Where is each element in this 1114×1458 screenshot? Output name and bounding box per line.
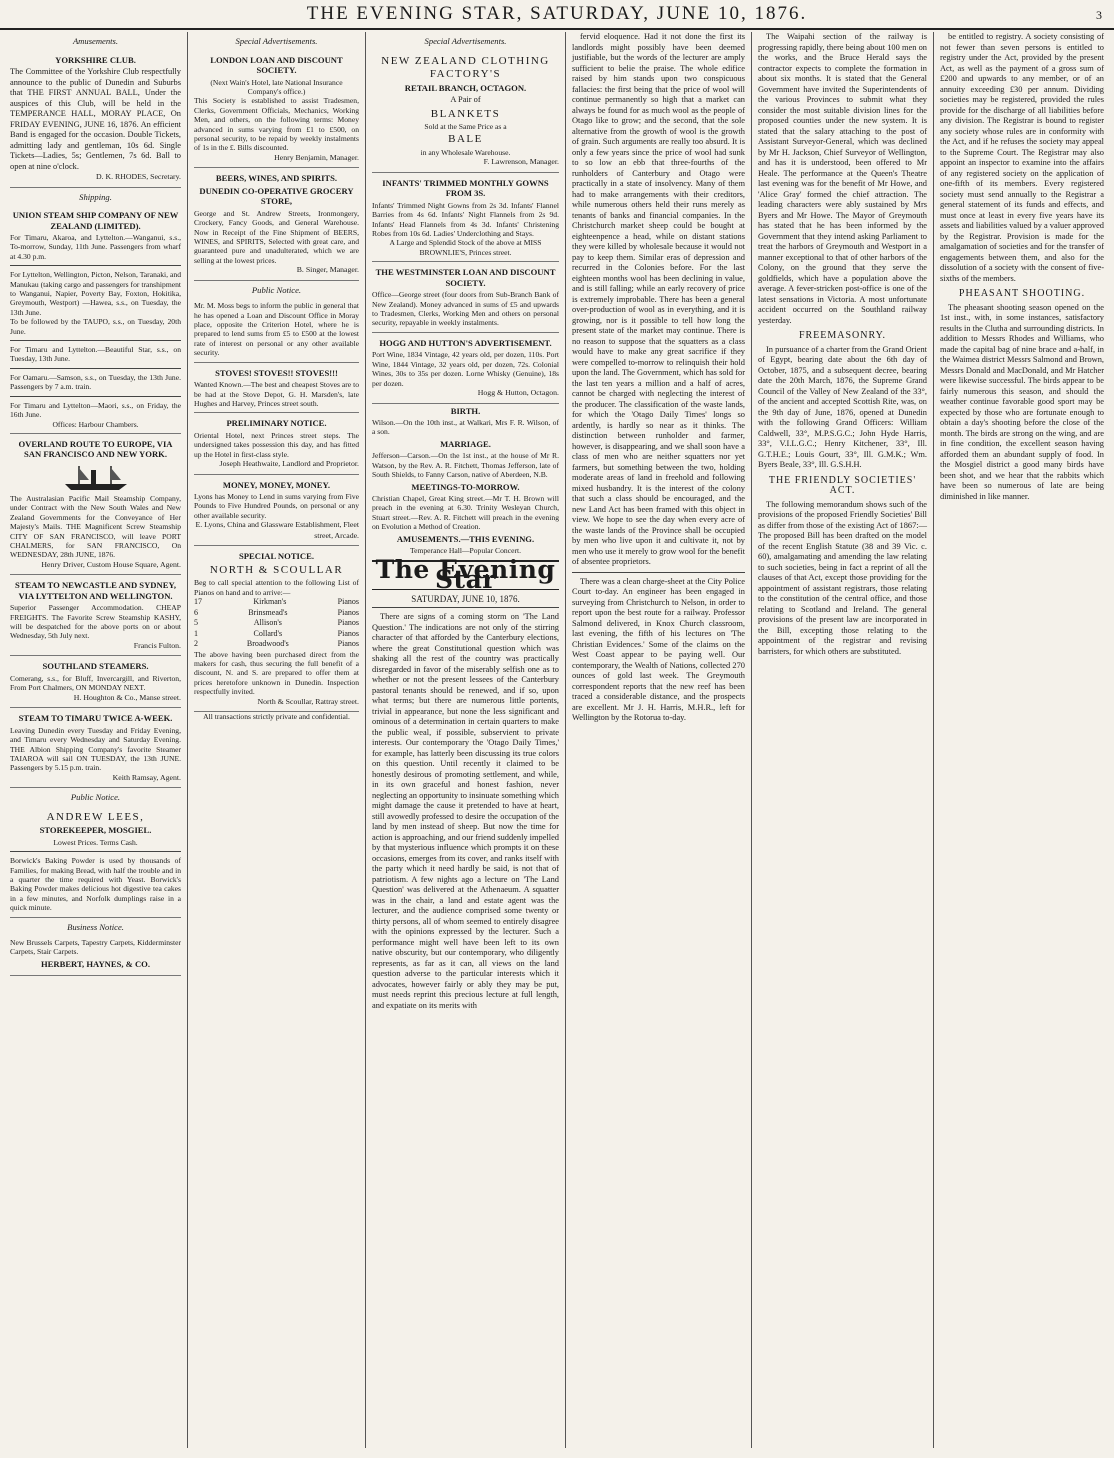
ad-subtitle: RETAIL BRANCH, OCTAGON. [404,82,527,93]
ad-signature: H. Houghton & Co., Manse street. [73,692,181,702]
ad-stoves [194,363,359,414]
ad-signature: HERBERT, HAYNES, & CO. [40,958,151,969]
ad-title: INFANTS' TRIMMED MONTHLY GOWNS FROM 3S. [382,177,549,199]
ad-title: STEAM TO TIMARU TWICE A-WEEK. [18,713,173,724]
freemasonry-heading: FREEMASONRY. [798,330,887,341]
ad-title: OVERLAND ROUTE TO EUROPE, VIA SAN FRANCISCO AND NEW YORK. [18,438,173,460]
ad-southland-steamers [10,656,181,708]
section-heading-special: Special Advertisements. [235,36,318,46]
ad-body: Oriental Hotel, next Princes street steps. The undersigned takes possession this day, and has fitted up the Hotel in first-class style. [194,430,359,459]
ad-westminster-loan [372,262,559,333]
ad-body: Infants' Trimmed Night Gowns from 2s 3d. Infants' Flannel Barries from 4s 6d. Infants' Night Flannels from 2s 9d. Infants' Head Flannels from 4s 3d. Infants' Christening Robes from 10s 6d. Ladies' Underclothing and Stays. [372,200,559,239]
ad-title: BEERS, WINES, AND SPIRITS. [215,173,338,184]
ad-steam-to-timaru [10,708,181,788]
ad-title: SPECIAL NOTICE. [239,551,314,562]
ad-line: BALE [448,133,483,146]
editorial-text: There are signs of a coming storm on 'The Land Question.' The indications are not only of the stirring character of that afforded by the Canterbury elections, where the great Constitutional question which was shaking all the rest of the country was practically disregarded in favor of the miserably selfish one as to whether or not the present lessees of the Canterbury pastoral tenants should be renewed, and if so, upon what terms; but there are numerous little portents, trivial in appearance, but none the less significant and ominous of a determination in certain quarters to make the public weal, if possible, subservient to private interests. Our contemporary the 'Otago Daily Times,' for example, has latterly been discussing its true colors on this question. Until recently it claimed to be honestly desirous of promoting settlement, and while, in its own graceful and honest fashion, never neglecting an opportunity to insinuate something which might damage the cause it pretended to have at heart, still avowedly professed to desire the occupation of the land by men instead of sheep. But now the time for action is approaching, and our friend suddenly impelled by that mysterious influence which prompts it on these occasions, emerges from its cover, and ranks itself with the party which it need hardly be said, is not that of patriotism. A few nights ago a lecture on 'The Land Question' was delivered at the Athenaeum. A squatter was in the chair, a land and estate agent was the lecturer, and the audience comprised some twenty or thirty persons, all of whom seemed to entirely disagree with the opinions expressed by the lecturer. Such a performance might well have been left to its own native obscurity, but our contemporary, who diligently represents, as far as it can, all views on the land question adverse to the particular interests which it advocates, however fairly or ably they may be put, must needs reprint this precious lecture at full length, and expatiate on its merits with [372,612,559,1010]
ad-offices: Offices: Harbour Chambers. [52,419,139,429]
section-heading-shipping: Shipping. [79,191,112,202]
column-3 [366,32,566,1448]
amusements-notice: Temperance Hall—Popular Concert. [409,546,521,556]
ad-body: Lyons has Money to Lend in sums varying from Five Pounds to Five Hundred Pounds, on personal or any other available security. [194,492,359,520]
ad-private-note: All transactions strictly private and confidential. [203,712,350,722]
ad-body: This Society is established to assist Tradesmen, Clerks, Government Officials, Mechanics, Working Men, and others, on the following terms: Money advanced in sums varying from £1 to £500, on personal security, to be repaid by weekly instalments of 1s in the £. Bills discounted. [194,96,359,153]
ad-line: BLANKETS [430,107,501,120]
section-heading-public-notice: Public Notice. [70,792,121,803]
ad-signature: Joseph Heathwaite, Landlord and Proprietor. [219,459,359,469]
ad-carpets [10,935,181,976]
ad-hogg-hutton [372,333,559,404]
piano-row: 5 Allison's Pianos [194,618,359,628]
ad-signature: Henry Driver, Custom House Square, Agent. [41,559,181,569]
ad-title: UNION STEAM SHIP COMPANY OF NEW ZEALAND (LIMITED). [12,210,179,231]
ad-body: Mr. M. Moss begs to inform the public in general that he has opened a Loan and Discount Office in Moray place, opposite the Criterion Hotel, where he is prepared to lend sums from £5 to £500 at the lowest rate of interest on personal or any other available security. [194,301,359,358]
ad-body: Wanted Known.—The best and cheapest Stoves are to be had at the Stove Depot, G. H. Marsden's, late Hughes and Harvey, Princes street south. [194,380,359,408]
ad-signature: F. Lawrenson, Manager. [483,157,559,167]
ad-body: Port Wine, 1834 Vintage, 42 years old, per dozen, 110s. Port Wine, 1844 Vintage, 32 years old, per dozen, 72s. Colonial Wines, 30s to 35s per dozen. Lorne Whisky (Genuine), 18s per dozen. [372,350,559,388]
ad-title: HOGG AND HUTTON'S ADVERTISEMENT. [379,337,552,348]
ad-title: MONEY, MONEY, MONEY. [222,479,331,490]
ad-money [194,475,359,547]
ad-title: THE WESTMINSTER LOAN AND DISCOUNT SOCIETY. [375,267,556,288]
friendly-societies-heading: THE FRIENDLY SOCIETIES' ACT. [768,474,917,496]
ad-borwick: Borwick's Baking Powder is used by thousands of Families, for making Bread, with half the trouble and in a quarter the time required with Yeast. Borwick's Baking Powder makes delicious hot digestive tea cakes in a few minutes, and Norfolk dumplings raise in a quick minute. [10,856,181,913]
ad-subtitle: DUNEDIN CO-OPERATIVE GROCERY STORE, [199,185,354,207]
section-heading-business-notice: Business Notice. [67,921,124,932]
ad-yorkshire-club [10,50,181,188]
article-text: In pursuance of a charter from the Grand Orient of Egypt, bearing date about the 6th day of October, 1875, and a subsequent decree, bearing date the 20th March, 1876, the Supreme Grand Council of the Valley of New Zealand of the 33°, of the ancient and accepted Scottish Rite, was, on the 9th day of June, 1876, opened at Dunedin with the following Grand Officers: William Caldwell, 33°, M.P.S.G.C.; John Hyde Harris, 33°, V.I.L.G.C.; Henry Kitchener, 33°, Ill. G.T.H.E.; Louis Gourt, 33°, Ill. G.M.K.; Wm. Byers Beale, 33°, Ill. G.S.H.H. [758,344,927,469]
steamship-icon [61,462,131,492]
ad-firm-name: NORTH & SCOULLAR [209,563,344,576]
piano-row: 1 Collard's Pianos [194,628,359,638]
ad-taupo: To be followed by the TAUPO, s.s., on Tuesday, 20th June. [10,317,181,336]
ad-overland-route [10,434,181,575]
column-6 [934,32,1110,1448]
section-heading-amusements: Amusements. [72,36,119,46]
editorial-article [372,612,559,1011]
birth-heading: BIRTH. [450,405,481,416]
ad-body: The Australasian Pacific Mail Steamship Company, under Contract with the New South Wales and New Zealand Governments for the Conveyance of Her Majesty's Mails. THE Magnificent Screw Steamship CITY OF SAN FRANCISCO, will leave PORT CHALMERS, for SAN FRANCISCO, On WEDNESDAY, 28th JUNE, 1876. [10,493,181,560]
meetings-notice: Christian Chapel, Great King street.—Mr T. H. Brown will preach in the evening at 6.30. Trinity Wesleyan Church, Stuart street.—Rev. A. R. Fitchett will preach in the evening on Evolution a Method of Creation. [372,494,559,532]
ad-body: Comerang, s.s., for Bluff, Invercargill, and Riverton, From Port Chalmers, ON MONDAY NEXT. [10,673,181,693]
meetings-heading: MEETINGS-TO-MORROW. [411,481,520,492]
birth-notice: Wilson.—On the 10th inst., at Walkari, Mrs F. R. Wilson, of a son. [372,418,559,437]
ad-title: STEAM TO NEWCASTLE AND SYDNEY, VIA LYTTELTON AND WELLINGTON. [14,580,177,601]
marriage-notice: Jefferson—Carson.—On the 1st inst., at the house of Mr R. Watson, by the Rev. A. R. Fitchett, Thomas Jefferson, late of South Shields, to Fanny Carson, native of Aberdeen, N.B. [372,451,559,480]
freemasonry-article [758,345,927,471]
ad-steam-to-newcastle [10,575,181,656]
article-text: be entitled to registry. A society consisting of not fewer than seven persons is entitled to registry under the Act, provided by the present Act, as well as the payment of a gross sum of £200 and upwards to any member, or of an annuity exceeding £30 per annum. Dividing societies may be registered, provided the rules provide for the discharge of all liabilities before any division. The Registrar is bound to register any society whose rules are in conformity with the Act, and if he refuses the society may appeal to the Supreme Court. The Registrar may also appoint an inspector to examine into the affairs of any registered society on the application of one-fifth of its members. Every registered society must send annually to the Registrar a general statement of its funds and effects, and must once at least in every five years have its assets and liabilities valued by a valuer approved by the Registrar. Provision is made for the amalgamation of societies and for the transfer of engagements between them, and also for the dissolution of a society with the consent of five-sixths of the members. [940,32,1104,283]
section-heading-public-notice: Public Notice. [251,284,302,295]
ad-moss-loan [194,298,359,362]
article-text: The pheasant shooting season opened on the 1st inst., with, in some instances, satisfactory results in the Clutha and surrounding districts. In addition to Messrs Rhodes and Williams, who made the capital bag of nine brace and a-half, in the Waimea district Messrs Salmond and Brown, Messrs Donald and MacDonald, and Mr Hatcher were likewise successful. The birds appear to be fairly numerous this season, and should the weather continue favorable good sport may be expected by those who are fortunate enough to obtain a day's shooting before the close of the month. The birds are strong on the wing, and are in fine condition, the excellent season having afforded them an abundant supply of food. In the Mosgiel district a good many birds have been shot, and we hear that the rabbits which have been so numerous of late are being diminished in like manner. [940,302,1104,501]
ad-timaru-3: For Timaru and Lyttelton—Maori, s.s., on Friday, the 16th June. [10,400,181,420]
article-text: The following memorandum shows such of the provisions of the proposed Friendly Societies' Bill as differ from those of the existing Act of 1867:— The proposed Bill has been drafted on the model of the recent English Statute (38 and 39 Vic. c. 60), amalgamating and amending the law relating to such societies, being in fact a reprint of all the clauses of that Act, except those providing for the appointment of assistant registrars, those relating to the constitution of the central office, and those relating to Scotland and Ireland. The general provisions of the present law are incorporated in the Bill, excepting those relating to the appointment of the registrar and revising barristers, for which others are substituted. [758,499,927,656]
ad-timaru-2: For Timaru and Lyttelton.—Beautiful Star, s.s., on Tuesday, 13th June. [10,345,181,364]
column-1 [4,32,188,1448]
ad-signature: Hogg & Hutton, Octagon. [477,388,559,397]
ad-body: Leaving Dunedin every Tuesday and Friday Evening, and Timaru every Wednesday and Saturday Evening. THE Albion Shipping Company's favorite Steamer TAIAROA will sail ON TUESDAY, the 13th JUNE. Passengers by 5.15 p.m. train. [10,725,181,773]
ad-signature: E. Lyons, China and Glassware Establishment, Fleet street, Arcade. [195,520,359,540]
ad-title: NEW ZEALAND CLOTHING [381,54,550,67]
ad-subtitle: STOREKEEPER, MOSGIEL. [39,825,152,836]
marriage-heading: MARRIAGE. [440,438,491,449]
ad-body: Office—George street (four doors from Sub-Branch Bank of New Zealand). Money advanced in sums of £5 and upwards to Tradesmen, Clerks, Working Men and others on personal security, repayable in weekly instalments. [372,290,559,328]
friendly-societies-article [758,500,927,658]
ad-title-2: FACTORY'S [429,68,502,80]
ad-title: YORKSHIRE CLUB. [55,54,136,65]
ad-signature: D. K. RHODES, Secretary. [95,172,181,181]
ad-lyttelton: For Lyttelton, Wellington, Picton, Nelson, Taranaki, and Manukau (taking cargo and passengers for transhipment to Wanganui, Napier, Poverty Bay, Foxton, Hokitika, Greymouth, Westport) —Hawea, s.s., on Tuesday, the 13th June. [10,270,181,317]
ad-line: Sold at the Same Price as a [424,122,507,131]
pheasant-shooting-article [940,303,1104,503]
ad-oamaru: For Oamaru.—Samson, s.s., on Tuesday, the 13th June. Passengers by 7 a.m. train. [10,372,181,392]
ad-title: PRELIMINARY NOTICE. [226,418,327,429]
editorial-text: fervid eloquence. Had it not done the first its landlords might possibly have been deemed justifiable, but the words of the lecturer are amply sufficient to belie the praise. The whole edifice raised by him stands upon two conspicuous fallacies: the first being that the price of wool will continue permanently so high that a market can always be found for as much wool as the people of Otago like to grow; and the second, that the sole alternative from the growth of wool is the growth of grain. Such arguments are really too absurd. It is only a few years since the price of wool had sunk to so low an ebb that three-fourths of the runholders of Canterbury and Otago were practically in a state of insolvency. Many of them had to make arrangements with their creditors, while numerous others held their runs merely as tenants of banks and financial companies. In the Christchurch market sheep could be bought at eighteenpence a head, while on distant stations they were killed by wholesale because it would not pay to keep them. Similar eras of depression and recurred in the Colonies before. For the last eighteen months wool has been declining in value, and is still falling; while an early recovery of price is extremely improbable. There has been a general over-production of wool as in everything, and it is growing, nor is it possible to tell how long the present state of the market may continue. There is no reason to suppose that the squatters as a class would have to make any great sacrifice if they were compelled to-morrow to relinquish their hold upon the land. The Government, which has sold for the last ten years a million and a half of acres, cannot be charged with neglecting the interest of the producer. The classification of the waste lands, for which the 'Otago Daily Times' longs so ardently, is hardly so near as it thinks. The distinction between runholder and farmer, however, is disappearing, and we shall soon have a class of men who are neither squatters nor yet farmers, but something between the two, holding moderate areas of land in freehold and following mixed husbandry. It is the interest of the colony that such a class should be encouraged, and the new Land Act has been framed with this object in view. We hope to see the day when every acre of the waste lands of the Province shall be occupied by men who live upon it and cultivate it, not by men who use it merely to grow wool for the benefit of absentee proprietors. [572,32,745,566]
ad-london-loan [194,50,359,169]
ad-intro: Beg to call special attention to the following List of Pianos on hand and to arrive:— [194,578,359,597]
amusements-heading: AMUSEMENTS.—THIS EVENING. [396,533,535,544]
piano-row: 6 Brinsmead's Pianos [194,607,359,617]
ad-nz-clothing-factory [372,50,559,173]
ad-signature: B. Singer, Manager. [296,265,359,275]
ad-union-steam-ship [10,205,181,434]
newspaper-nameplate: The Evening Star [372,560,559,590]
news-text: The Waipahi section of the railway is progressing rapidly, there being about 100 men on the works, and the Bruce Herald says the contractor expects to complete the formation in about six months. It is stated that the General Government have invited the Superintendents of the various Provinces to submit what they consider the most suitable division lines for the proposed counties under the new system. It is stated that the salary attaching to the post of Assistant Surveyor-General, which was declined by Mr H. Jackson, Chief Surveyor of Wellington, and has it is understood, been offered to Mr Heale. The performance at the Queen's Theatre last evening was for the benefit of Mr Howe, and 'Alice Gray' formed the chief attraction. The leading characters were ably sustained by Mrs Byers and Mr Howe. The Mayor of Greymouth has stated that he has been informed by the Government that they intend asking Parliament to treat the harbors of Greymouth and Westport in a manner exceptional to that of other harbors of the Colony, on the ground that they serve the goldfields, which have a population above the average. A fever-stricken post-office is one of the latest sensations in Victoria. A most unfortunate accident occurred on the Southland railway yesterday. [758,32,927,325]
masthead-title: THE EVENING STAR, SATURDAY, JUNE 10, 1876. [306,3,808,24]
column-4 [566,32,752,1448]
friendly-societies-continued [940,32,1104,284]
masthead [0,0,1114,30]
editorial-dateline: SATURDAY, JUNE 10, 1876. [372,594,559,609]
ad-signature: Henry Benjamin, Manager. [274,152,359,162]
piano-row: 2 Broadwood's Pianos [194,639,359,649]
ad-title: LONDON LOAN AND DISCOUNT SOCIETY. [210,54,343,75]
ad-body: The Committee of the Yorkshire Club respectfully announce to the public of Dunedin and Suburbs that THE FIRST ANNUAL BALL, Under the auspices of this Club, will be held in the TEMPERANCE HALL, MORAY PLACE, On FRIDAY EVENING, JUNE 16, 1876. An efficient Band is engaged for the occasion. Double Tickets, admitting lady and gentleman, 10s 6d. Single Tickets—Ladies, 5s; Gentlemen, 7s 6d. Ball to open at nine o'clock. [10,67,181,171]
piano-list [194,597,359,650]
column-5 [752,32,934,1448]
ad-andrew-lees [10,806,181,918]
section-heading-special: Special Advertisements. [424,36,507,46]
ad-signature: Francis Fulton. [133,640,181,650]
ad-pianos [194,546,359,712]
ad-body: New Brussels Carpets, Tapestry Carpets, Kidderminster Carpets, Stair Carpets. [10,938,181,957]
ad-body: George and St. Andrew Streets, Ironmongery, Crockery, Fancy Goods, and General Warehouse. Now in Receipt of the Fine Shipment of BEERS, WINES, and SPIRITS, Selected with great care, and guaranteed pure and unadulterated, which we are selling at the lowest prices. [194,208,359,265]
ad-signature: North & Scoullar, Rattray street. [257,696,359,706]
ad-title: ANDREW LEES, [46,810,145,823]
ad-title: STOVES! STOVES!! STOVES!!! [215,367,338,378]
ad-timaru: For Timaru, Akaroa, and Lyttelton.—Wanganui, s.s., To-morrow, Sunday, 11th June. Passengers from wharf at 4.30 p.m. [10,233,181,261]
ad-infants-gowns [372,173,559,262]
ad-tail: A Large and Splendid Stock of the above at MISS BROWNLIE'S, Princes street. [389,238,542,257]
ad-signature: Keith Ramsay, Agent. [112,772,181,782]
ad-tagline: Lowest Prices. Terms Cash. [53,837,138,847]
page-number: 3 [1096,8,1102,22]
editorial-continued [572,32,745,724]
news-column [758,32,927,326]
column-2 [188,32,366,1448]
piano-row: 17 Kirkman's Pianos [194,597,359,607]
local-news: There was a clean charge-sheet at the City Police Court to-day. An engineer has been engaged in surveying from Christchurch to Nelson, in order to report upon the best route for a railway. Professor Salmond delivered, in Knox Church classroom, last evening, the fifth of his lectures on 'The Christian Evidences.' Some of the claims on the West Coast appear to be paying well. Our contemporary, the Wealth of Nations, collected 270 ounces of gold last week. The Greymouth correspondent reports that the new reef has been traced a considerable distance, and the prospects are excellent. Mr J. H. Harris, M.H.R., left for Wellington by the Rotorua to-day. [572,576,745,722]
ad-line: in any Wholesale Warehouse. [420,147,511,157]
ad-body: The above having been purchased direct from the makers for cash, thus securing the full benefit of a discount, N. and S. are prepared to offer them at prices heretofore unknown in Dunedin. Inspection respectfully invited. [194,649,359,697]
ad-title: SOUTHLAND STEAMERS. [42,661,149,672]
ad-line: A Pair of [450,95,481,104]
ad-subtitle: (Next Wain's Hotel, late National Insurance Company's office.) [210,77,343,96]
ad-beers-wines [194,168,359,280]
pheasant-shooting-heading: PHEASANT SHOOTING. [958,288,1086,299]
ad-oriental-hotel [194,413,359,474]
ad-body: Superior Passenger Accommodation. CHEAP FREIGHTS. The Favorite Screw Steamship KASHY, will be despatched for the above ports on or about Wednesday, 5th July next. [10,603,181,641]
